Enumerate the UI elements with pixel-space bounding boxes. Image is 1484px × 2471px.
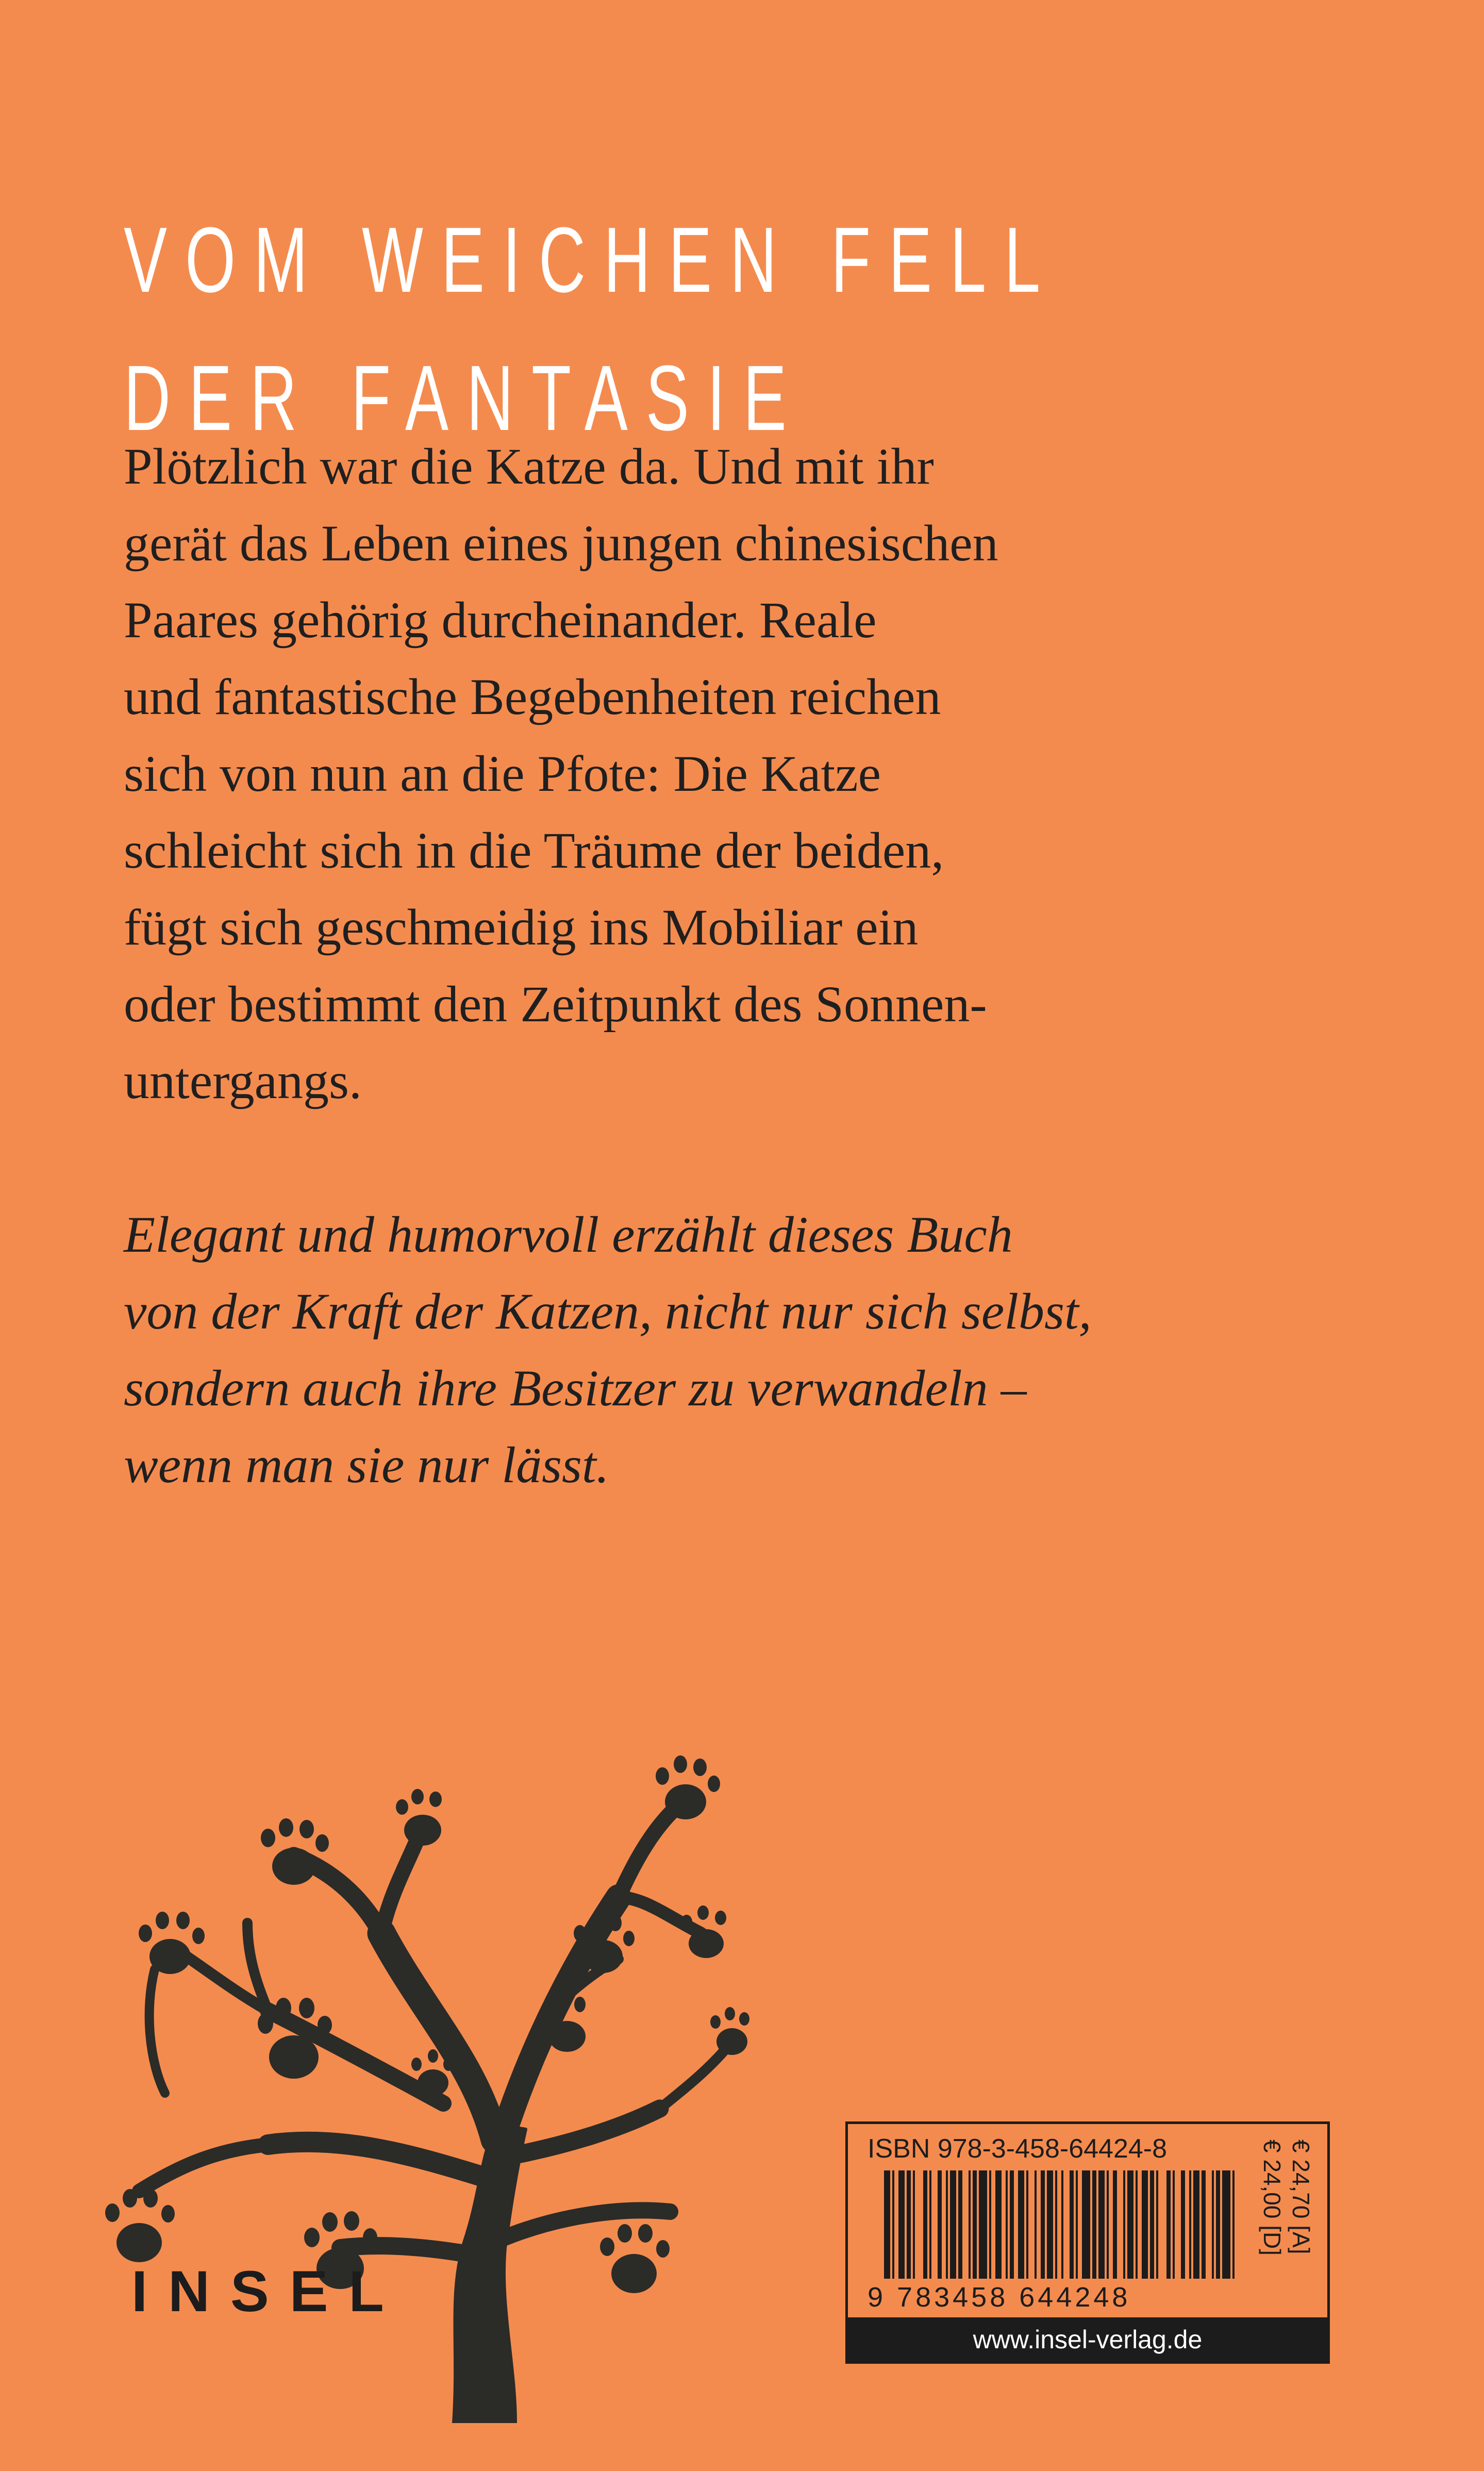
blurb-text (124, 428, 1258, 1119)
barcode-bar (1173, 2170, 1175, 2279)
barcode-bar (1070, 2170, 1074, 2279)
barcode-bar (892, 2170, 894, 2279)
barcode-bar (1035, 2170, 1037, 2279)
tagline-line: sondern auch ihre Besitzer zu verwandeln – (124, 1359, 1027, 1417)
barcode-bar (1113, 2170, 1117, 2279)
barcode-bar (913, 2170, 915, 2279)
barcode-bar (1006, 2170, 1008, 2279)
blurb-line: untergangs. (124, 1052, 362, 1109)
barcode-bar (1202, 2170, 1206, 2279)
ean-digits: 9 783458 644248 (868, 2282, 1131, 2313)
barcode-bar (979, 2170, 987, 2279)
blurb-line: oder bestimmt den Zeitpunkt des Sonnen- (124, 975, 987, 1033)
barcode-bar (907, 2170, 911, 2279)
barcode-bar (1222, 2170, 1230, 2279)
barcode-bar (1041, 2170, 1045, 2279)
barcode-bar (973, 2170, 977, 2279)
barcode-bar (1061, 2170, 1063, 2279)
barcode-bar (1166, 2170, 1171, 2279)
blurb-line: schleicht sich in die Träume der beiden, (124, 822, 944, 879)
barcode-bar (946, 2170, 948, 2279)
barcode-bar (1123, 2170, 1125, 2279)
price-block (1255, 2140, 1317, 2310)
price-germany: € 24,00 [D] (1259, 2140, 1286, 2256)
barcode-bar (923, 2170, 927, 2279)
blurb-line: Plötzlich war die Katze da. Und mit ihr (124, 438, 934, 495)
barcode-bar (969, 2170, 971, 2279)
barcode-bar (898, 2170, 905, 2279)
barcode-bar (1142, 2170, 1148, 2279)
barcode-bar (958, 2170, 962, 2279)
isbn-number: ISBN 978-3-458-64424-8 (868, 2134, 1168, 2164)
blurb-line: und fantastische Begebenheiten reichen (124, 668, 941, 725)
barcode-bar (1055, 2170, 1057, 2279)
barcode-bar (950, 2170, 956, 2279)
barcode-bar (1216, 2170, 1220, 2279)
blurb-line: sich von nun an die Pfote: Die Katze (124, 745, 881, 802)
barcode-bar (1018, 2170, 1024, 2279)
barcode-bar (1076, 2170, 1078, 2279)
barcode-bar (1136, 2170, 1138, 2279)
blurb-line: gerät das Leben eines jungen chinesischen (124, 515, 998, 572)
price-austria: € 24,70 [A] (1288, 2140, 1314, 2254)
barcode-block (845, 2121, 1330, 2364)
barcode-bar (1047, 2170, 1053, 2279)
tagline-text (124, 1196, 1283, 1503)
tagline-line: Elegant und humorvoll erzählt dieses Buch (124, 1206, 1013, 1263)
barcode-bar (884, 2170, 890, 2279)
barcode-icon (884, 2170, 1235, 2279)
barcode-bar (1107, 2170, 1109, 2279)
barcode-bar (938, 2170, 942, 2279)
barcode-bar (1150, 2170, 1154, 2279)
headline (124, 191, 1059, 468)
barcode-bar (1232, 2170, 1235, 2279)
headline-line: VOM WEICHEN FELL (124, 208, 1059, 312)
barcode-bar (1026, 2170, 1028, 2279)
barcode-bar (1193, 2170, 1199, 2279)
barcode-bar (1189, 2170, 1191, 2279)
publisher-logo: INSEL (131, 2259, 405, 2324)
barcode-bar (989, 2170, 991, 2279)
publisher-url: www.insel-verlag.de (848, 2317, 1327, 2361)
barcode-bar (1212, 2170, 1214, 2279)
barcode-bar (1098, 2170, 1105, 2279)
barcode-bar (1082, 2170, 1090, 2279)
barcode-bar (995, 2170, 1002, 2279)
barcode-bar (1127, 2170, 1133, 2279)
blurb-line: Paares gehörig durcheinander. Reale (124, 591, 877, 649)
barcode-bar (1156, 2170, 1158, 2279)
barcode-bar (929, 2170, 931, 2279)
barcode-bar (1181, 2170, 1185, 2279)
tagline-line: wenn man sie nur lässt. (124, 1436, 609, 1494)
barcode-bar (1010, 2170, 1014, 2279)
barcode-bar (1092, 2170, 1096, 2279)
headline-line: DER FANTASIE (124, 346, 805, 450)
blurb-line: fügt sich geschmeidig ins Mobiliar ein (124, 899, 919, 956)
tagline-line: von der Kraft der Katzen, nicht nur sich selbst, (124, 1283, 1092, 1340)
